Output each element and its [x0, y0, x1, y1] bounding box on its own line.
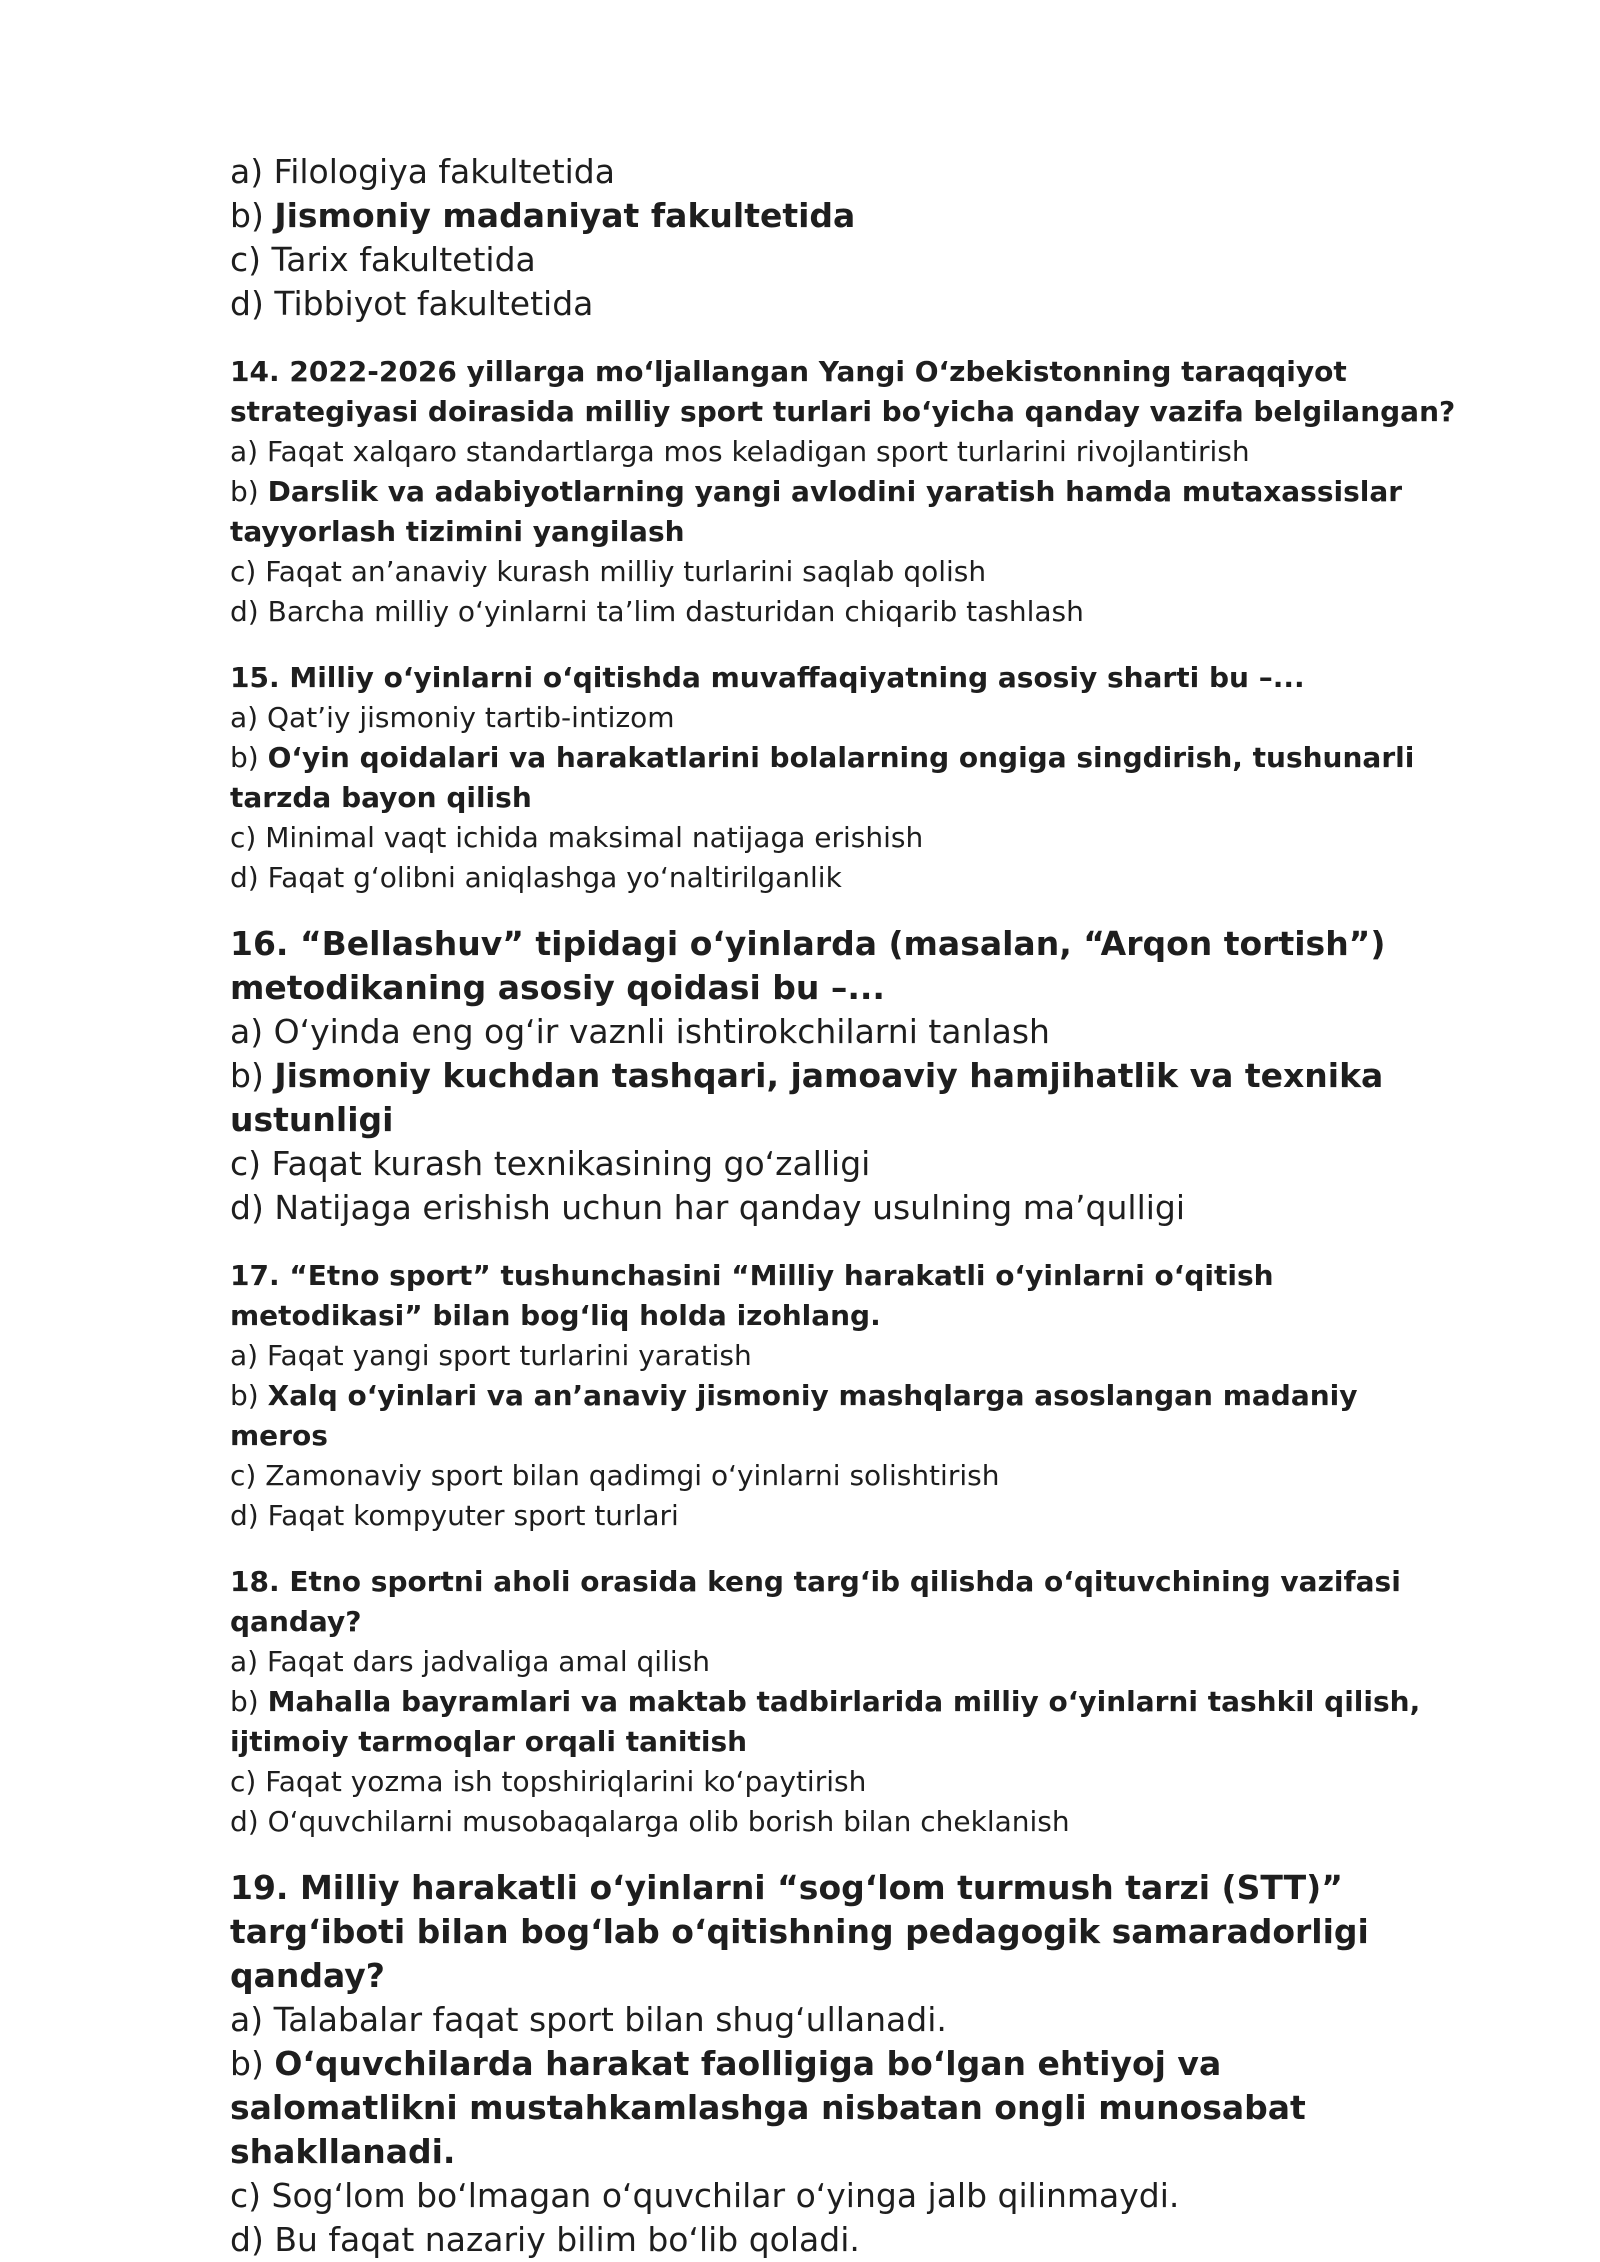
option-17-c — [230, 1456, 1460, 1496]
option-letter: d) — [230, 1188, 264, 1227]
option-text: Barcha milliy o‘yinlarni ta’lim dasturidan chiqarib tashlash — [267, 595, 1084, 628]
question-18 — [230, 1562, 1460, 1842]
option-letter: b) — [230, 741, 259, 774]
option-18-d — [230, 1802, 1460, 1842]
option-14-c — [230, 552, 1460, 592]
option-15-c — [230, 818, 1460, 858]
question-17 — [230, 1256, 1460, 1536]
option-18-c — [230, 1762, 1460, 1802]
option-text: Faqat kurash texnikasining go‘zalligi — [271, 1144, 871, 1183]
option-text: O‘quvchilarni musobaqalarga olib borish bilan cheklanish — [267, 1805, 1070, 1838]
option-letter: b) — [230, 475, 259, 508]
option-text: Faqat g‘olibni aniqlashga yo‘naltirilganlik — [267, 861, 842, 894]
correct-answer-text: Xalq o‘yinlari va an’anaviy jismoniy mashqlarga asoslangan madaniy meros — [230, 1379, 1358, 1452]
question-19-text: 19. Milliy harakatli o‘yinlarni “sog‘lom turmush tarzi (STT)” targ‘iboti bilan bog‘lab o‘qitishning pedagogik samaradorligi qanday? — [230, 1868, 1369, 1995]
option-text: Minimal vaqt ichida maksimal natijaga erishish — [265, 821, 924, 854]
question-13-options — [230, 150, 1460, 326]
correct-answer-text: Mahalla bayramlari va maktab tadbirlarida milliy o‘yinlarni tashkil qilish, ijtimoiy tarmoqlar orqali tanitish — [230, 1685, 1421, 1758]
option-letter: d) — [230, 1499, 259, 1532]
option-letter: d) — [230, 284, 264, 323]
option-16-c — [230, 1142, 1460, 1186]
option-text: Faqat an’anaviy kurash milliy turlarini saqlab qolish — [265, 555, 987, 588]
option-17-a — [230, 1336, 1460, 1376]
option-19-a — [230, 1998, 1460, 2042]
option-letter: c) — [230, 2176, 262, 2215]
option-letter: a) — [230, 435, 259, 468]
question-19 — [230, 1866, 1460, 2262]
option-text: Tibbiyot fakultetida — [274, 284, 594, 323]
question-16 — [230, 922, 1460, 1230]
option-13-b — [230, 194, 1460, 238]
option-19-b — [230, 2042, 1460, 2174]
option-18-b — [230, 1682, 1460, 1762]
option-text: Talabalar faqat sport bilan shug‘ullanadi. — [273, 2000, 947, 2039]
option-letter: c) — [230, 555, 257, 588]
option-letter: c) — [230, 1765, 257, 1798]
option-letter: a) — [230, 1645, 259, 1678]
option-letter: c) — [230, 1144, 262, 1183]
option-letter: a) — [230, 701, 259, 734]
question-18-text: 18. Etno sportni aholi orasida keng targ‘ib qilishda o‘qituvchining vazifasi qanday? — [230, 1565, 1401, 1638]
option-13-c — [230, 238, 1460, 282]
option-16-a — [230, 1010, 1460, 1054]
option-18-a — [230, 1642, 1460, 1682]
correct-answer-text: O‘quvchilarda harakat faolligiga bo‘lgan ehtiyoj va salomatlikni mustahkamlashga nisbatan ongli munosabat shakllanadi. — [230, 2044, 1306, 2171]
option-text: Faqat xalqaro standartlarga mos keladigan sport turlarini rivojlantirish — [267, 435, 1250, 468]
option-16-b — [230, 1054, 1460, 1142]
option-text: Natijaga erishish uchun har qanday usulning ma’qulligi — [274, 1188, 1186, 1227]
option-14-b — [230, 472, 1460, 552]
option-19-d — [230, 2218, 1460, 2262]
correct-answer-text: Jismoniy kuchdan tashqari, jamoaviy hamjihatlik va texnika ustunligi — [230, 1056, 1384, 1139]
option-letter: b) — [230, 1379, 259, 1412]
correct-answer-text: O‘yin qoidalari va harakatlarini bolalarning ongiga singdirish, tushunarli tarzda bayon qilish — [230, 741, 1415, 814]
option-letter: b) — [230, 1685, 259, 1718]
option-letter: c) — [230, 821, 257, 854]
option-text: Faqat kompyuter sport turlari — [267, 1499, 679, 1532]
option-text: Faqat yozma ish topshiriqlarini ko‘paytirish — [265, 1765, 867, 1798]
option-14-d — [230, 592, 1460, 632]
option-14-a — [230, 432, 1460, 472]
question-15 — [230, 658, 1460, 898]
option-letter: d) — [230, 1805, 259, 1838]
option-letter: d) — [230, 861, 259, 894]
option-17-d — [230, 1496, 1460, 1536]
question-17-text: 17. “Etno sport” tushunchasini “Milliy harakatli o‘yinlarni o‘qitish metodikasi” bilan bog‘liq holda izohlang. — [230, 1259, 1274, 1332]
option-letter: a) — [230, 1339, 259, 1372]
option-15-d — [230, 858, 1460, 898]
option-17-b — [230, 1376, 1460, 1456]
option-15-b — [230, 738, 1460, 818]
option-text: Sog‘lom bo‘lmagan o‘quvchilar o‘yinga jalb qilinmaydi. — [271, 2176, 1180, 2215]
option-letter: d) — [230, 595, 259, 628]
question-14-text: 14. 2022-2026 yillarga mo‘ljallangan Yangi O‘zbekistonning taraqqiyot strategiyasi doirasida milliy sport turlari bo‘yicha qanday vazifa belgilangan? — [230, 355, 1456, 428]
correct-answer-text: Darslik va adabiyotlarning yangi avlodini yaratish hamda mutaxassislar tayyorlash tizimini yangilash — [230, 475, 1403, 548]
option-letter: d) — [230, 2220, 264, 2259]
option-letter: b) — [230, 2044, 264, 2083]
option-text: Faqat yangi sport turlarini yaratish — [267, 1339, 752, 1372]
option-text: Zamonaviy sport bilan qadimgi o‘yinlarni solishtirish — [265, 1459, 1000, 1492]
question-15-text: 15. Milliy o‘yinlarni o‘qitishda muvaffaqiyatning asosiy sharti bu –... — [230, 661, 1305, 694]
option-19-c — [230, 2174, 1460, 2218]
option-letter: b) — [230, 1056, 264, 1095]
option-text: Faqat dars jadvaliga amal qilish — [267, 1645, 710, 1678]
option-text: Filologiya fakultetida — [273, 152, 615, 191]
option-text: Qat’iy jismoniy tartib-intizom — [267, 701, 675, 734]
option-text: O‘yinda eng og‘ir vaznli ishtirokchilarni tanlash — [273, 1012, 1050, 1051]
option-letter: b) — [230, 196, 264, 235]
option-16-d — [230, 1186, 1460, 1230]
option-text: Tarix fakultetida — [271, 240, 536, 279]
option-15-a — [230, 698, 1460, 738]
option-text: Bu faqat nazariy bilim bo‘lib qoladi. — [274, 2220, 860, 2259]
option-letter: c) — [230, 1459, 257, 1492]
option-letter: c) — [230, 240, 262, 279]
option-13-d — [230, 282, 1460, 326]
option-letter: a) — [230, 152, 264, 191]
question-16-text: 16. “Bellashuv” tipidagi o‘yinlarda (masalan, “Arqon tortish”) metodikaning asosiy qoidasi bu –... — [230, 924, 1386, 1007]
option-letter: a) — [230, 1012, 264, 1051]
correct-answer-text: Jismoniy madaniyat fakultetida — [274, 196, 856, 235]
option-letter: a) — [230, 2000, 264, 2039]
option-13-a — [230, 150, 1460, 194]
question-14 — [230, 352, 1460, 632]
